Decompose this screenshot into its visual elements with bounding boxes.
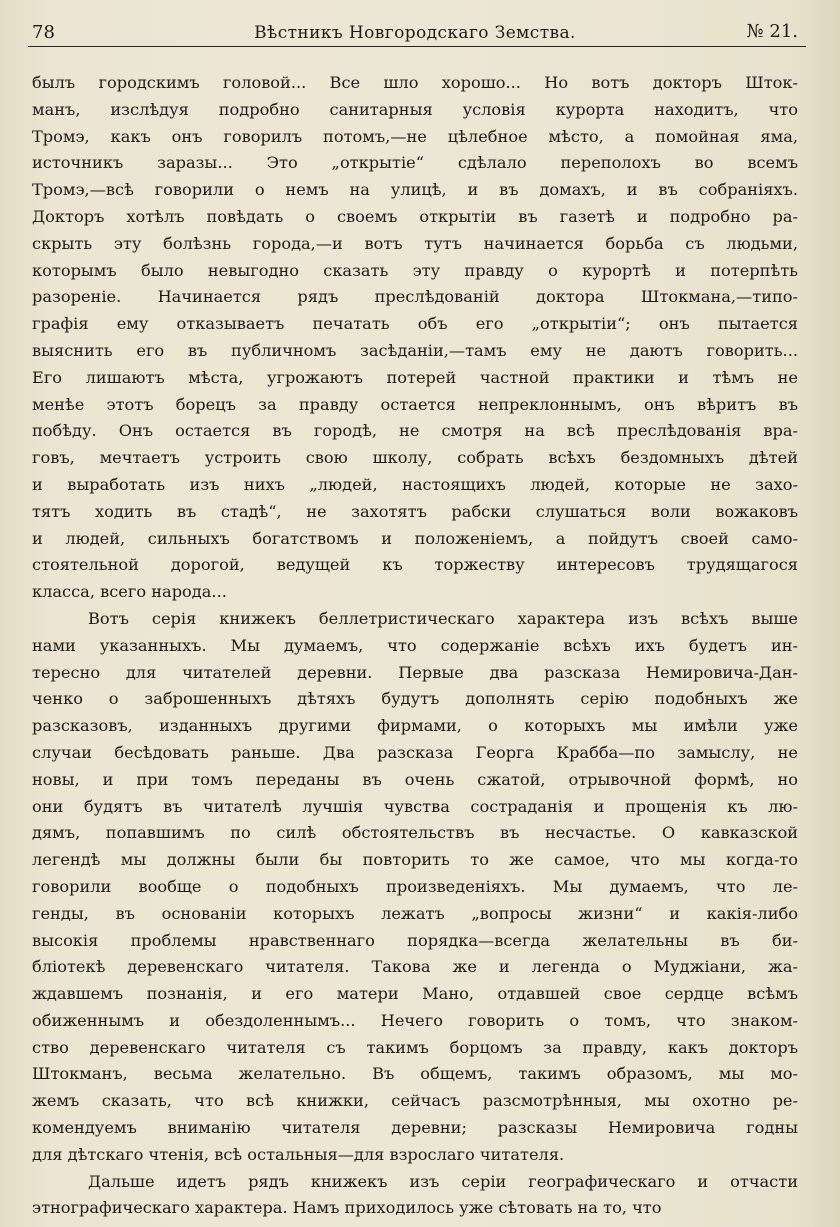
text-line: и выработать изъ нихъ „людей, настоящихъ людей, которые не захо-: [32, 474, 798, 494]
text-line: скрыть эту болѣзнь города,—и вотъ тутъ начинается борьба съ людьми,: [32, 233, 798, 253]
text-line: ство деревенскаго читателя съ такимъ борцомъ за правду, какъ докторъ: [32, 1037, 798, 1057]
journal-title: Вѣстникъ Новгородскаго Земства.: [254, 23, 576, 43]
article-body: [32, 70, 798, 1222]
text-line: ченко о заброшенныхъ дѣтяхъ будутъ дополнять серію подобныхъ же: [32, 689, 798, 709]
text-line: Докторъ хотѣлъ повѣдать о своемъ открытіи въ газетѣ и подробно ра-: [32, 206, 798, 226]
text-line: которымъ было невыгодно сказать эту правду о курортѣ и потерпѣть: [32, 260, 798, 280]
paragraph: [32, 1169, 798, 1223]
text-line: говорили вообще о подобныхъ произведеніяхъ. Мы думаемъ, что ле-: [32, 876, 798, 896]
text-line: новы, и при томъ переданы въ очень сжатой, отрывочной формѣ, но: [32, 769, 798, 789]
text-line: Штокманъ, весьма желательно. Въ общемъ, такимъ образомъ, мы мо-: [32, 1064, 798, 1084]
text-line: обиженнымъ и обездоленнымъ... Нечего говорить о томъ, что знаком-: [32, 1010, 798, 1030]
text-line: Тромэ,—всѣ говорили о немъ на улицѣ, и въ домахъ, и въ собраніяхъ.: [32, 180, 798, 200]
running-header: [32, 18, 798, 48]
text-line: легендѣ мы должны были бы повторить то же самое, что мы когда-то: [32, 850, 798, 870]
text-line: генды, въ основаніи которыхъ лежатъ „вопросы жизни“ и какія-либо: [32, 903, 798, 923]
text-line: тятъ ходить въ стадѣ“, не захотятъ рабски слушаться воли вожаковъ: [32, 501, 798, 521]
paragraph: [32, 606, 798, 1169]
text-line: тересно для читателей деревни. Первые два разсказа Немировича-Дан-: [32, 662, 798, 682]
text-line: источникъ заразы... Это „открытіе“ сдѣлало переполохъ во всемъ: [32, 153, 798, 173]
text-line: менѣе этотъ борецъ за правду остается непреклоннымъ, онъ вѣритъ въ: [32, 394, 798, 414]
text-line: былъ городскимъ головой... Все шло хорошо... Но вотъ докторъ Шток-: [32, 73, 798, 92]
text-line: Тромэ, какъ онъ говорилъ потомъ,—не цѣлебное мѣсто, а помойная яма,: [32, 126, 798, 146]
text-line: жемъ сказать, что всѣ книжки, сейчасъ разсмотрѣнныя, мы охотно ре-: [32, 1091, 798, 1111]
text-line: Его лишаютъ мѣста, угрожаютъ потерей частной практики и тѣмъ не: [32, 367, 798, 387]
text-line: случаи бесѣдовать раньше. Два разсказа Георга Краббa—по замыслу, не: [32, 742, 798, 762]
text-line: комендуемъ вниманію читателя деревни; разсказы Немировича годны: [32, 1118, 798, 1138]
text-line: манъ, изслѣдуя подробно санитарныя условія курорта находитъ, что: [32, 99, 798, 119]
text-line: класса, всего народа...: [32, 582, 227, 602]
text-line: разсказовъ, изданныхъ другими фирмами, о которыхъ мы имѣли уже: [32, 716, 798, 736]
text-line: бліотекѣ деревенскаго читателя. Такова же и легенда о Муджіани, жа-: [32, 957, 798, 977]
text-line: они будятъ въ читателѣ лучшія чувства состраданія и прощенія къ лю-: [32, 796, 798, 816]
text-line: графія ему отказываетъ печатать объ его „открытіи“; онъ пытается: [32, 314, 798, 334]
text-line: нами указанныхъ. Мы думаемъ, что содержаніе всѣхъ ихъ будетъ ин-: [32, 635, 798, 655]
paragraph: [32, 70, 798, 606]
text-line: Вотъ серія книжекъ беллетристическаго характера изъ всѣхъ выше: [88, 608, 798, 628]
text-line: Дальше идетъ рядъ книжекъ изъ серіи географическаго и отчасти: [88, 1171, 798, 1191]
text-line: ждавшемъ познанія, и его матери Мано, отдавшей свое сердце всѣмъ: [32, 984, 798, 1004]
text-line: говъ, мечтаетъ устроить свою школу, собрать всѣхъ бездомныхъ дѣтей: [32, 448, 798, 468]
text-line: высокія проблемы нравственнаго порядка—всегда желательны въ би-: [32, 930, 798, 950]
text-line: этнографическаго характера. Намъ приходилось уже сѣтовать на то, что: [32, 1198, 662, 1218]
issue-number: № 21.: [746, 21, 798, 42]
text-line: выяснить его въ публичномъ засѣданіи,—тамъ ему не даютъ говорить...: [32, 340, 798, 360]
header-rule: [28, 46, 806, 47]
text-line: стоятельной дорогой, ведущей къ торжеству интересовъ трудящагося: [32, 555, 798, 575]
page-number: 78: [32, 22, 55, 43]
text-line: и людей, сильныхъ богатствомъ и положеніемъ, а пойдутъ своей само-: [32, 528, 798, 548]
text-line: дямъ, попавшимъ по силѣ обстоятельствъ въ несчастье. О кавказской: [32, 823, 798, 843]
text-line: разореніе. Начинается рядъ преслѣдованій доктора Штокмана,—типо-: [32, 287, 798, 307]
text-line: побѣду. Онъ остается въ городѣ, не смотря на всѣ преслѣдованія вра-: [32, 421, 798, 441]
text-line: для дѣтскаго чтенія, всѣ остальныя—для взрослаго читателя.: [32, 1144, 565, 1164]
